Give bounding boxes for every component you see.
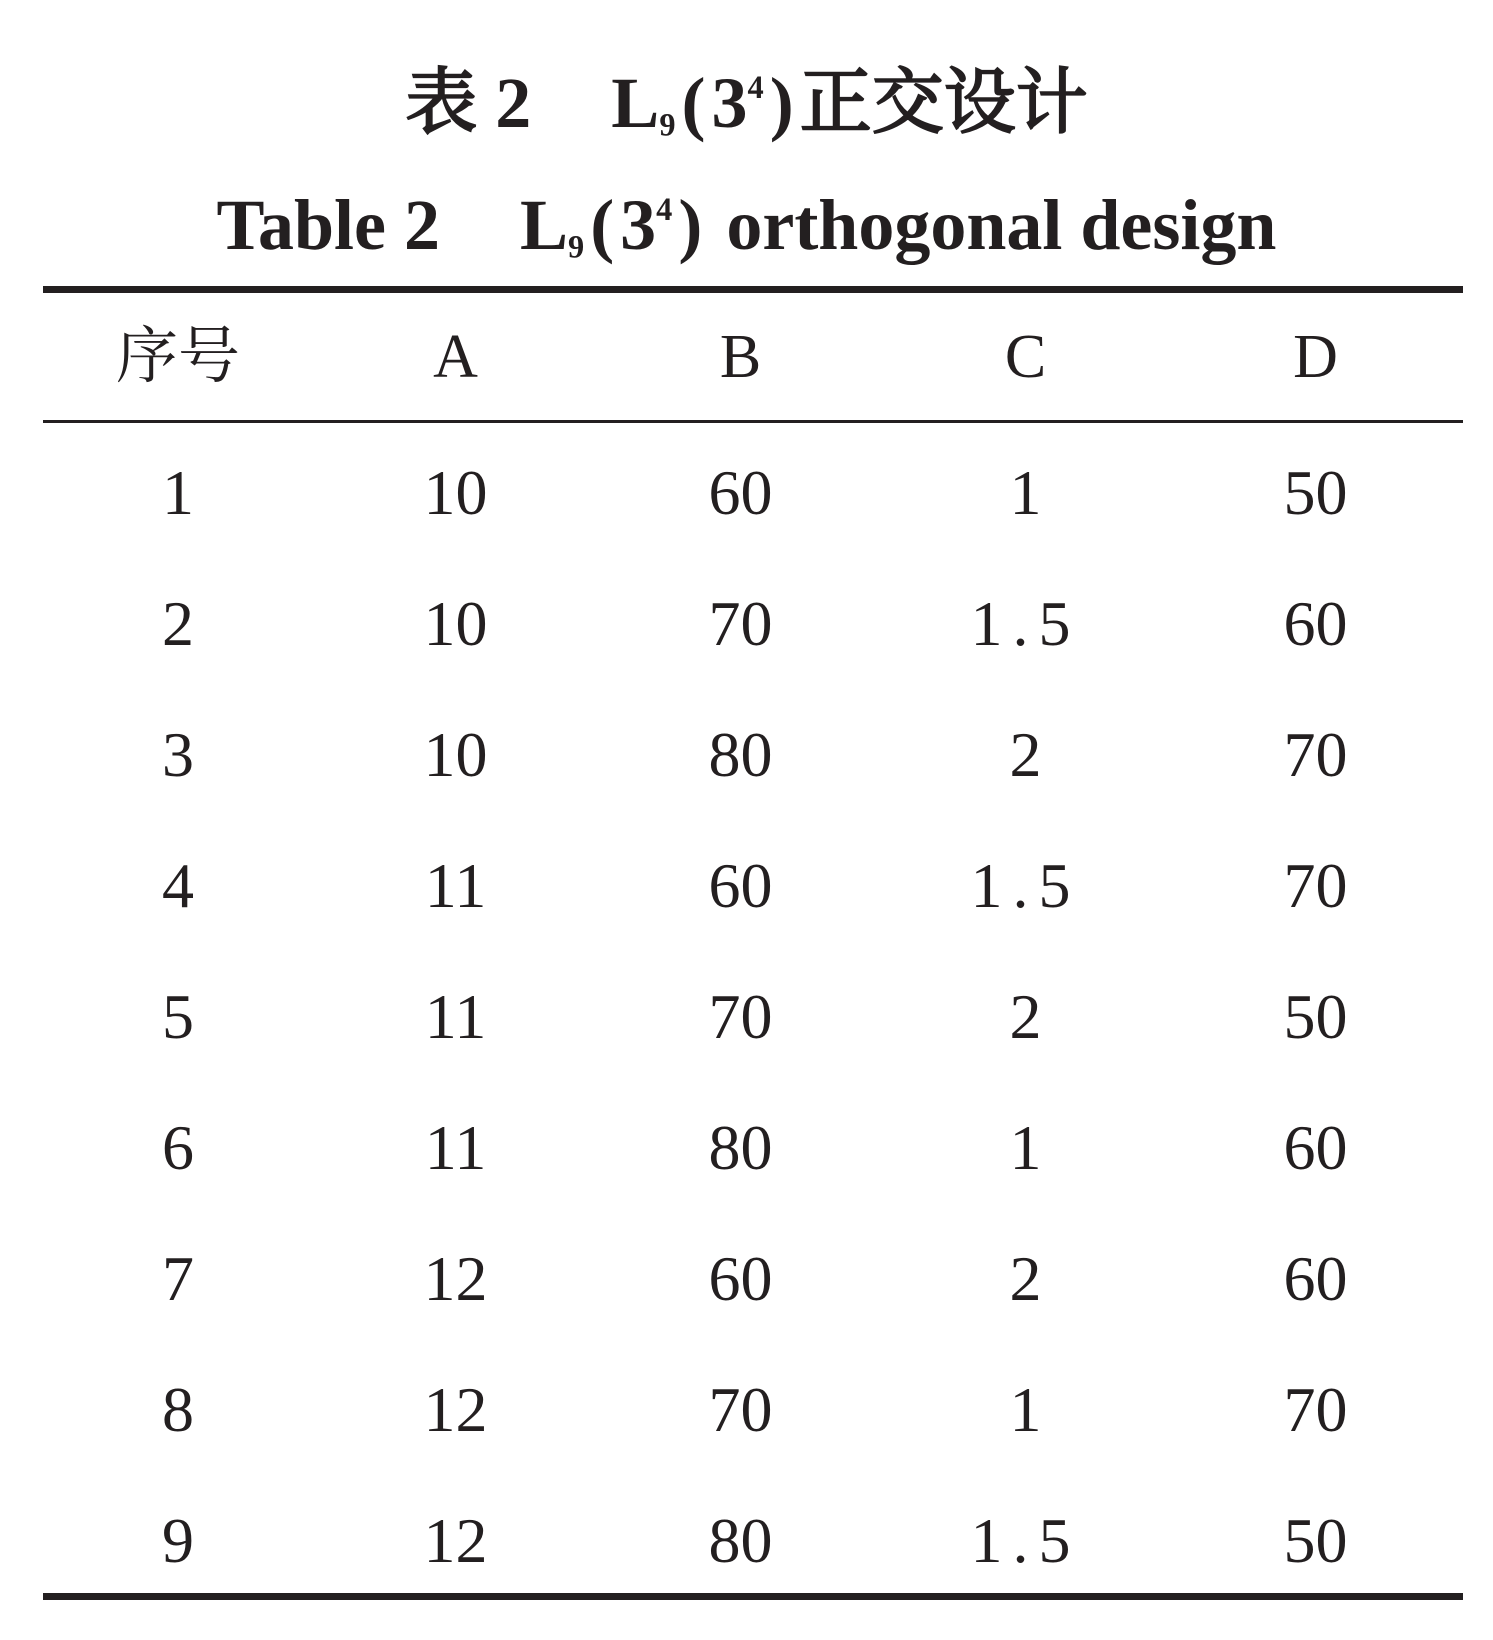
cell-a: 11 <box>424 849 487 921</box>
cell-c: 1.5 <box>970 849 1081 921</box>
header-row <box>43 293 1463 420</box>
cell-d: 60 <box>1283 1242 1348 1314</box>
cell-index: 4 <box>162 849 194 921</box>
cell-d: 70 <box>1283 718 1348 790</box>
table-row <box>43 1475 1463 1606</box>
cell-d: 60 <box>1283 587 1348 659</box>
cell-c: 1.5 <box>970 587 1081 659</box>
cell-c: 2 <box>1009 980 1042 1052</box>
cell-c: 2 <box>1009 718 1042 790</box>
cell-b: 80 <box>708 718 773 790</box>
cell-a: 12 <box>423 1242 488 1314</box>
cell-c: 1 <box>1009 1111 1042 1183</box>
header-cell-c: C <box>1004 322 1047 391</box>
cell-index: 9 <box>162 1504 194 1576</box>
cell-a: 12 <box>423 1504 488 1576</box>
cell-b: 70 <box>708 587 773 659</box>
cell-d: 70 <box>1283 1373 1348 1445</box>
header-cell-index: 序号 <box>115 322 240 391</box>
cell-d: 60 <box>1283 1111 1348 1183</box>
cell-b: 60 <box>708 849 773 921</box>
title-cn-text: 正交设计 <box>799 63 1088 144</box>
title-cn-base: 3 <box>711 63 748 144</box>
header-cell-b: B <box>719 322 762 391</box>
title-en-base: 3 <box>620 185 657 266</box>
cell-c: 1 <box>1009 1373 1042 1445</box>
table-row <box>43 689 1463 820</box>
title-en-exponent: 4 <box>656 192 673 228</box>
header-cell-d: D <box>1293 322 1338 391</box>
table-row <box>43 820 1463 951</box>
cell-index: 1 <box>162 456 194 528</box>
table-row <box>43 951 1463 1082</box>
title-cn-L-subscript: 9 <box>659 107 676 144</box>
cell-b: 60 <box>708 1242 773 1314</box>
cell-a: 10 <box>423 456 488 528</box>
cell-a: 11 <box>424 980 487 1052</box>
cell-d: 70 <box>1283 849 1348 921</box>
table-row <box>43 427 1463 558</box>
title-en-L-subscript: 9 <box>567 229 585 266</box>
cell-a: 12 <box>423 1373 488 1445</box>
cell-b: 80 <box>708 1111 773 1183</box>
cell-b: 80 <box>708 1504 773 1576</box>
cell-index: 8 <box>162 1373 194 1445</box>
title-en-L: L <box>519 185 568 266</box>
table-header <box>43 293 1463 420</box>
cell-d: 50 <box>1283 456 1348 528</box>
title-cn-label: 表 2 <box>405 63 532 144</box>
cell-b: 70 <box>708 1373 773 1445</box>
table-row <box>43 1213 1463 1344</box>
cell-d: 50 <box>1283 980 1348 1052</box>
cell-a: 10 <box>423 587 488 659</box>
table-bottom-rule <box>43 1593 1463 1600</box>
header-cell-a: A <box>433 322 478 391</box>
cell-index: 2 <box>162 587 194 659</box>
cell-b: 70 <box>708 980 773 1052</box>
title-en-label: Table 2 <box>216 185 440 266</box>
table-body <box>43 427 1463 1606</box>
cell-c: 2 <box>1009 1242 1042 1314</box>
table-header-rule <box>43 420 1463 423</box>
table-row <box>43 558 1463 689</box>
cell-d: 50 <box>1283 1504 1348 1576</box>
cell-c: 1 <box>1009 456 1042 528</box>
cell-b: 60 <box>708 456 773 528</box>
cell-a: 11 <box>424 1111 487 1183</box>
cell-index: 6 <box>162 1111 194 1183</box>
table-top-rule <box>43 286 1463 293</box>
cell-index: 7 <box>162 1242 194 1314</box>
table-title-chinese: 表 2 $L_9(3^4)$正交设计 <box>405 63 1088 144</box>
cell-index: 3 <box>162 718 194 790</box>
cell-index: 5 <box>162 980 194 1052</box>
cell-c: 1.5 <box>970 1504 1081 1576</box>
table-row <box>43 1082 1463 1213</box>
cell-a: 10 <box>423 718 488 790</box>
title-cn-L: L <box>611 63 660 144</box>
table-title-english: Table 2 $L_9(3^4)$ orthogonal design <box>216 185 1277 266</box>
table-row <box>43 1344 1463 1475</box>
title-en-text: orthogonal design <box>726 185 1277 266</box>
title-cn-exponent: 4 <box>747 70 764 106</box>
